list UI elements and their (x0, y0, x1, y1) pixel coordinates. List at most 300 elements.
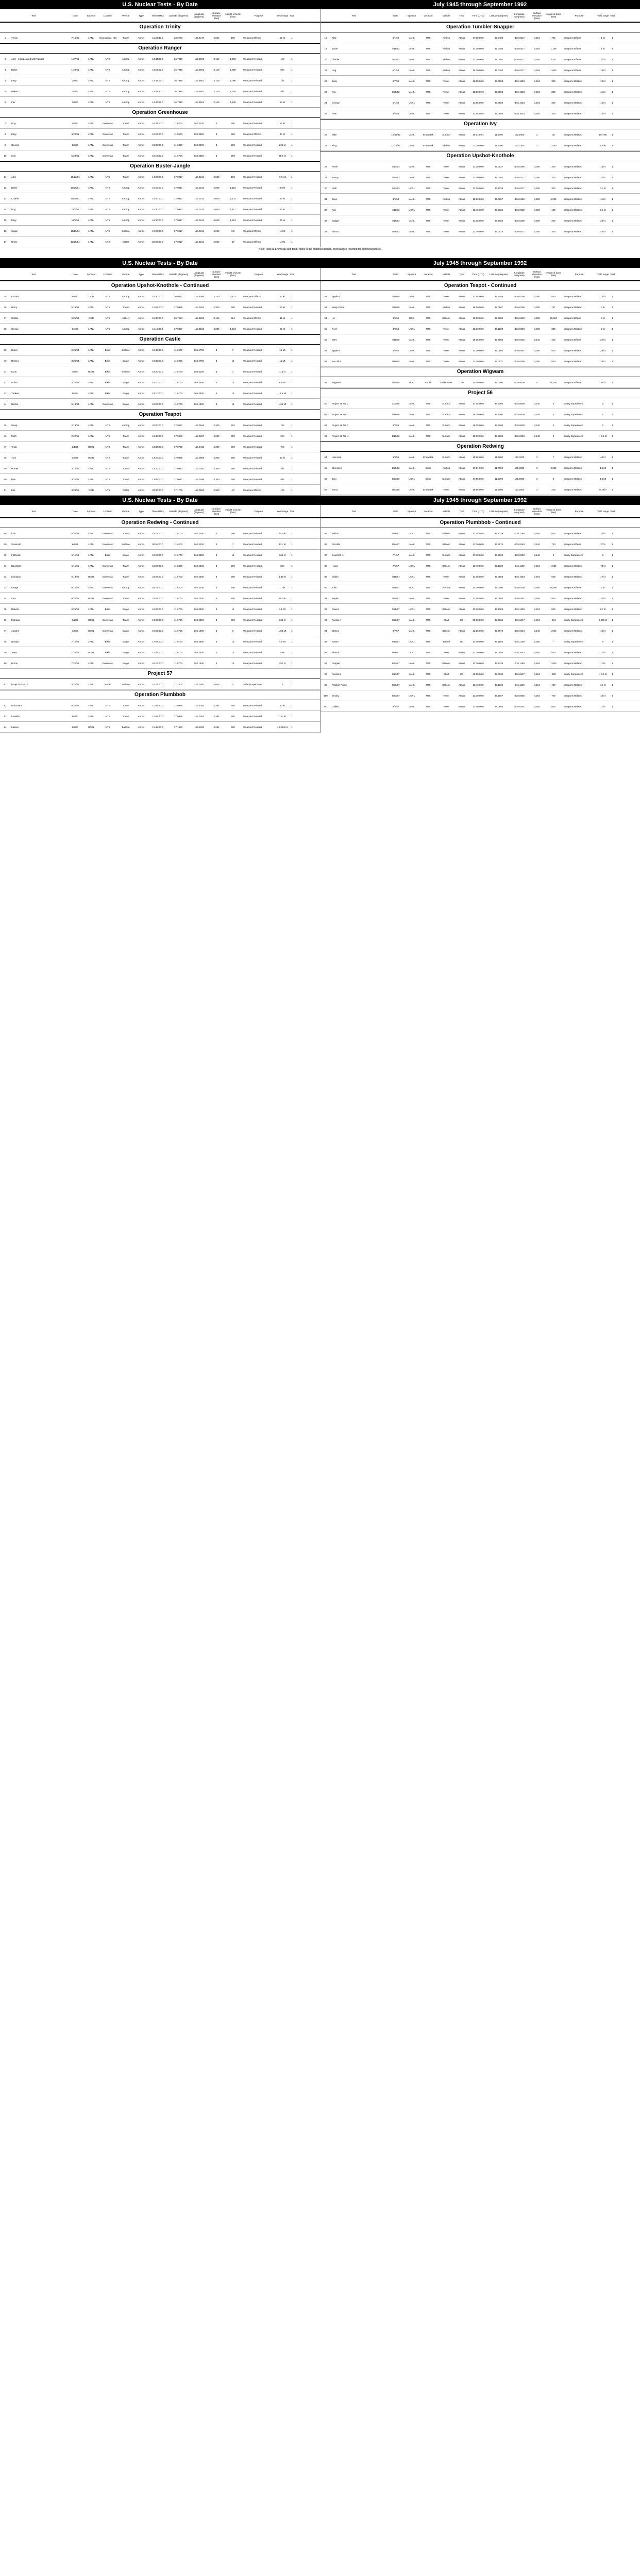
table-cell: Weapons Related (243, 564, 262, 567)
table-cell: 300 (231, 618, 235, 621)
table-cell: 9 (4, 143, 6, 146)
column-header: Vehicle (442, 510, 450, 513)
table-cell: 37.0483 (494, 176, 503, 179)
table-cell: 10/28/51 (71, 186, 80, 189)
table-cell: 27 (324, 144, 327, 147)
table-cell: 4/25/53 (392, 230, 400, 233)
table-cell: 1,080 (230, 79, 236, 82)
table-cell: Atmos (458, 683, 465, 686)
table-cell: Tower (443, 488, 449, 491)
table-cell: 17:56:00.0 (152, 640, 163, 643)
table-cell: NTS (426, 402, 431, 405)
table-row (321, 291, 640, 302)
table-cell: Atmos (138, 662, 145, 665)
table-cell: 5 (4, 90, 6, 93)
column-header: Location (103, 510, 112, 513)
table-row (0, 431, 320, 442)
table-cell: 3 (215, 543, 217, 546)
table-cell: Enewetak (103, 154, 113, 157)
table-cell: 11:55:00.0 (473, 112, 484, 115)
table-cell: Bikini (425, 477, 431, 480)
table-cell: 18:34:00.0 (152, 122, 163, 125)
table-cell: Romeo (11, 359, 19, 362)
table-cell: 18:26:00.0 (152, 132, 163, 135)
table-cell: Tower (122, 704, 129, 707)
table-cell: 36.7948 (174, 68, 183, 71)
table-cell: 1 (612, 69, 613, 72)
table-cell: 3 (536, 488, 538, 491)
table-cell: -116.0296 (514, 360, 525, 363)
table-cell: Atmos (458, 629, 465, 632)
section-heading: Operation Upshot-Knothole (321, 151, 640, 161)
table-cell: Tower (122, 456, 129, 459)
table-cell: Weapons Related (243, 327, 262, 330)
table-cell: 15.2 kt (279, 597, 286, 600)
table-cell: Alamogordo, NM (99, 36, 116, 39)
table-cell: Mohawk (11, 618, 20, 621)
table-cell: NTS (426, 564, 431, 567)
table-cell: 1,118 (230, 186, 236, 189)
table-row (0, 550, 320, 561)
table-cell: Weapons Related (564, 477, 582, 480)
table-cell: George (332, 101, 340, 104)
table-cell: 17 kt (600, 651, 605, 654)
table-cell: -116.0600 (514, 316, 525, 319)
table-cell: 13:52:02.0 (152, 68, 163, 71)
table-cell: -115.9501 (194, 100, 204, 104)
table-cell: Atmos (138, 456, 145, 459)
table-cell: Barge (122, 359, 129, 362)
table-cell: 36.7948 (174, 79, 183, 82)
table-cell: Charlie (11, 197, 19, 200)
table-cell: 100 (551, 208, 555, 211)
table-cell: 360 kt (279, 618, 286, 621)
table-cell: 11/19/51 (71, 229, 80, 232)
table-cell: 37.1700 (174, 488, 183, 492)
table-cell: 1 (291, 381, 293, 384)
table-row (0, 313, 320, 324)
table-cell: NTS (105, 445, 110, 448)
table-cell: LANL (88, 381, 94, 384)
table-cell: Atmos (138, 618, 145, 621)
table-row (321, 484, 640, 495)
table-cell: 37.0936 (494, 208, 503, 211)
table-cell: NTS (105, 57, 110, 60)
section-heading: Operation Plumbbob - Continued (321, 518, 640, 528)
table-row (321, 108, 640, 119)
table-cell: 3/26/54 (71, 359, 79, 362)
table-cell: 4/6/55 (392, 316, 399, 319)
table-cell: -116.1169 (514, 564, 525, 567)
table-cell: Weapons Related (564, 79, 582, 82)
table-cell: 10 (4, 154, 7, 157)
table-cell: Tower (443, 90, 449, 93)
table-row (321, 398, 640, 409)
table-cell: Atmos (458, 90, 465, 93)
table-cell: 4,264 (534, 586, 540, 589)
table-cell: 1 (291, 143, 293, 146)
table-cell: LANL (88, 662, 94, 665)
table-cell: Grable (11, 316, 19, 319)
column-header: Sponsor (407, 510, 416, 513)
table-row (321, 636, 640, 647)
table-cell: 11/1/55 (392, 402, 400, 405)
table-cell: HA (332, 316, 335, 319)
table-cell: 11/5/51 (71, 218, 79, 222)
table-cell: Atmos (458, 423, 465, 427)
column-header: Latitude (degrees) (489, 273, 509, 276)
table-cell: Weapons Related (243, 445, 262, 448)
table-cell: Weapons Related (564, 306, 582, 309)
table-cell: 300 (231, 122, 235, 125)
column-header: Vehicle (442, 273, 450, 276)
table-cell: Barge (122, 607, 129, 611)
column-header: Longitude (degrees) (194, 13, 204, 18)
table-row (0, 528, 320, 539)
table-cell: Atmos (138, 607, 145, 611)
table-cell: 7/2/56 (72, 618, 79, 621)
table-cell: 1 (291, 79, 293, 82)
table-cell: 1 (291, 359, 293, 362)
table-cell: Coulomb-A (332, 553, 344, 556)
table-cell: Atmos (458, 477, 465, 480)
table-cell: LANL (88, 57, 94, 60)
table-cell: Weapons Effects (243, 240, 261, 243)
table-cell: Pascal-A (332, 618, 342, 621)
table-row (321, 129, 640, 140)
table-cell: Atmos (138, 629, 145, 632)
table-cell: Atmos (138, 100, 145, 104)
table-cell: 16:30:00.0 (473, 69, 484, 72)
table-row (321, 539, 640, 550)
table-cell: 300 (231, 715, 235, 718)
table-cell: Weapons Related (243, 629, 262, 632)
table-row (0, 722, 320, 733)
table-cell: 3 (215, 532, 217, 535)
table-row (321, 420, 640, 431)
table-cell: 4,300 (534, 360, 540, 363)
table-cell: Weapons Related (243, 143, 262, 146)
table-cell: Smoky (332, 694, 339, 697)
table-cell: Barge (122, 402, 129, 405)
table-cell: LANL (88, 36, 94, 39)
table-cell: Weapons Related (243, 359, 262, 362)
table-cell: 1,334 (230, 327, 236, 330)
table-cell: LANL (409, 197, 415, 200)
table-cell: 162.2300 (194, 597, 204, 600)
table-cell: Seminole (11, 543, 21, 546)
table-cell: Weapons Related (243, 434, 262, 437)
table-row (321, 54, 640, 65)
table-cell: Weapons Related (243, 392, 262, 395)
table-cell: Atmos (138, 586, 145, 589)
table-cell: 15 Mt (279, 348, 285, 351)
column-header: Latitude (degrees) (169, 273, 188, 276)
table-cell: 13:44:52.0 (152, 57, 163, 60)
table-cell: Weapons Related (564, 575, 582, 578)
table-cell: Airdrop (122, 79, 130, 82)
column-header: Height of burst (feet) (225, 13, 241, 18)
table-cell: LANL (88, 359, 94, 362)
table-cell: Airdrop (442, 197, 450, 200)
table-row (321, 183, 640, 194)
table-cell: 1 (612, 197, 613, 200)
table-cell: 59 (324, 381, 327, 384)
table-cell: 20 (324, 58, 327, 61)
table-cell: 12:40:00.0 (473, 705, 484, 708)
table-cell: 14 (231, 381, 234, 384)
table-cell: 54 (324, 316, 327, 319)
section-heading: Operation Greenhouse (0, 108, 320, 118)
table-cell: 15 kt (280, 316, 285, 319)
table-cell: Airdrop (122, 586, 130, 589)
table-cell: 162.3000 (194, 143, 204, 146)
table-cell: 8/7/57 (392, 629, 399, 632)
table-cell: 6/21/56 (71, 597, 79, 600)
table-cell: Tower (443, 230, 449, 233)
table-cell: 21:26:00.0 (152, 597, 163, 600)
table-cell: 1 (612, 694, 613, 697)
table-cell: 762 (231, 423, 235, 427)
table-cell: 37.0983 (494, 349, 503, 352)
section-heading: Operation Upshot-Knothole - Continued (0, 281, 320, 291)
table-cell: Sugar (11, 229, 18, 232)
table-cell: 4,300 (534, 306, 540, 309)
table-cell: LANL (409, 413, 415, 416)
table-cell: 12:40:00.0 (473, 683, 484, 686)
table-cell: 55 (324, 327, 327, 330)
table-row (0, 97, 320, 108)
table-cell: Weapons Related (564, 607, 582, 611)
page-title: U.S. Nuclear Tests - By Date (122, 2, 198, 8)
table-cell: 4,264 (534, 575, 540, 578)
table-cell: 8/23/57 (392, 662, 400, 665)
table-cell: LANL (409, 466, 415, 469)
table-row (0, 636, 320, 647)
table-cell: 37.1383 (494, 607, 503, 611)
table-cell: UCRL (408, 532, 415, 535)
table-cell: Atmos (458, 402, 465, 405)
table-cell: 17:30:00.0 (473, 58, 484, 61)
table-cell: 4,264 (534, 90, 540, 93)
table-cell: Weapons Related (243, 597, 262, 600)
table-cell: Atmos (138, 543, 145, 546)
table-row (321, 528, 640, 539)
table-row (0, 582, 320, 593)
table-cell: Enewetak (103, 122, 113, 125)
table-cell: 1 (291, 445, 293, 448)
table-cell: 1 (612, 683, 613, 686)
table-cell: 18:16:00.0 (152, 662, 163, 665)
table-cell: 6/11/56 (71, 564, 79, 567)
table-cell: Bikini (105, 381, 111, 384)
column-header: Time (UTC) (472, 14, 484, 17)
table-cell: 1 kt (280, 57, 284, 60)
table-cell: 36.8017 (174, 295, 183, 298)
table-cell: 11.6200 (174, 586, 182, 589)
table-cell: NTS (426, 532, 431, 535)
table-cell: 11:45:00.0 (473, 532, 484, 535)
table-cell: Tower (443, 165, 449, 168)
table-cell: Atmos (458, 58, 465, 61)
table-cell: LANL (88, 543, 94, 546)
table-cell: 37.1339 (494, 683, 503, 686)
table-cell: 2/2/51 (72, 90, 79, 93)
table-cell: Atmos (458, 694, 465, 697)
table-cell: Weapons Related (243, 218, 262, 222)
table-cell: Atmos (458, 208, 465, 211)
table-cell: 4,264 (534, 651, 540, 654)
table-cell: LANL (409, 165, 415, 168)
table-cell: Union (11, 381, 18, 384)
table-cell: Surface (442, 413, 450, 416)
table-cell: -116.0214 (194, 229, 204, 232)
table-cell: 11/29/51 (71, 240, 80, 243)
table-cell: LANL (88, 197, 94, 200)
table-cell: Apple-1 (332, 295, 340, 298)
table-cell: Weapons Effects (243, 132, 261, 135)
table-cell: 8/30/57 (392, 683, 400, 686)
table-row (0, 485, 320, 496)
table-cell: 17 (4, 240, 7, 243)
table-cell: Atmos (458, 69, 465, 72)
section-heading: Operation Trinity (0, 22, 320, 32)
table-cell: 4,264 (534, 532, 540, 535)
table-cell: -116.1169 (514, 532, 525, 535)
table-cell: Weapons Effects (564, 543, 581, 546)
table-cell: 37.0400 (494, 586, 503, 589)
table-cell: Balloon (442, 607, 450, 611)
table-cell: Bikini (105, 607, 111, 611)
table-cell: Dog (11, 122, 16, 125)
table-cell: 65 (324, 466, 327, 469)
table-row (321, 463, 640, 473)
table-cell: 6/5/57 (72, 725, 79, 728)
table-cell: 92 (324, 607, 327, 611)
column-header: Type (459, 273, 464, 276)
table-row (321, 97, 640, 108)
table-cell: 6/16/56 (71, 586, 79, 589)
table-cell: 28 (324, 165, 327, 168)
table-cell: NTS (105, 488, 110, 492)
table-cell: 0 (281, 683, 283, 686)
table-row (0, 32, 320, 43)
table-cell: Tower (443, 651, 449, 654)
table-cell: Airdrop (122, 327, 130, 330)
page-title: U.S. Nuclear Tests - By Date (122, 260, 198, 266)
table-cell: 4,050 (213, 186, 220, 189)
table-cell: 8 kt (280, 90, 284, 93)
table-cell: 26 (324, 133, 327, 136)
table-cell: Atmos (138, 218, 145, 222)
table-cell: 18:10:00.0 (152, 392, 163, 395)
table-row (321, 647, 640, 658)
table-cell: 36.7948 (174, 57, 183, 60)
table-cell: LANL (88, 186, 94, 189)
table-cell: 4,300 (534, 327, 540, 330)
table-cell: UCRL (88, 575, 95, 578)
table-cell: 3,140 (213, 100, 220, 104)
table-cell: 1,500 (550, 564, 557, 567)
table-cell: 1 (291, 456, 293, 459)
table-row (321, 669, 640, 680)
table-cell: 4,300 (213, 423, 220, 427)
table-cell: NTS (426, 672, 431, 675)
table-cell: 162.2300 (194, 575, 204, 578)
table-cell: 4,300 (534, 165, 540, 168)
table-row (321, 345, 640, 356)
table-cell: 3,140 (213, 90, 220, 93)
table-cell: 300 (231, 306, 235, 309)
table-cell: -116.0253 (194, 715, 204, 718)
table-cell: Weapons Effects (564, 36, 581, 39)
table-cell: 1 (291, 553, 293, 556)
table-cell: NTS (426, 327, 431, 330)
table-cell: 4,300 (213, 327, 220, 330)
table-cell: 1 (291, 564, 293, 567)
table-cell: Atmos (458, 230, 465, 233)
table-cell: 11.6700 (174, 651, 182, 654)
table-row (0, 118, 320, 129)
table-cell: 18:30:00.0 (152, 359, 163, 362)
table-cell: 37.0575 (494, 230, 503, 233)
table-cell: 84 (4, 725, 7, 728)
table-cell: 3,140 (213, 295, 220, 298)
table-cell: 1 (291, 186, 293, 189)
table-cell: Tower (122, 715, 129, 718)
table-cell: Bikini (105, 348, 111, 351)
table-cell: 37.0867 (174, 327, 183, 330)
table-cell: Atmos (138, 175, 145, 178)
table-row (0, 474, 320, 485)
table-cell: 1 (291, 68, 293, 71)
table-cell: 33.6753 (174, 36, 183, 39)
table-cell: Surface (122, 229, 130, 232)
table-cell: 37.0839 (174, 456, 183, 459)
table-cell: 162.2300 (194, 532, 204, 535)
table-cell: Barge (122, 392, 129, 395)
table-cell: 2 (4, 57, 6, 60)
table-cell: NTS (105, 186, 110, 189)
table-cell: Atmos (458, 327, 465, 330)
table-cell: 700 (231, 586, 235, 589)
table-cell: Atmos (138, 36, 145, 39)
table-cell: MET (332, 338, 337, 341)
table-cell: LANL (88, 532, 94, 535)
table-cell: 46 (4, 434, 7, 437)
table-cell: Weapons Related (243, 348, 262, 351)
table-cell: Enewetak (423, 133, 433, 136)
table-cell: 1 (612, 434, 613, 437)
table-cell: 2 kt (601, 586, 605, 589)
table-cell: 5/15/55 (392, 360, 400, 363)
table-cell: 1,080 (230, 68, 236, 71)
table-cell: 1 (612, 477, 613, 480)
table-cell: UCRL (88, 651, 95, 654)
table-cell: 37.0527 (174, 478, 183, 481)
table-cell: 64 (324, 455, 327, 459)
table-cell: 37.0483 (494, 58, 503, 61)
table-cell: 37.0917 (174, 186, 183, 189)
table-cell: 1 (612, 58, 613, 61)
table-cell: -116.1053 (514, 112, 525, 115)
table-cell: 3.8 Mt (599, 466, 607, 469)
table-cell: 1 kt (601, 36, 605, 39)
table-cell: Hood (332, 564, 338, 567)
table-cell: 1.2 kt (279, 240, 285, 243)
table-cell: Weapons Related (564, 165, 582, 168)
table-row (321, 625, 640, 636)
